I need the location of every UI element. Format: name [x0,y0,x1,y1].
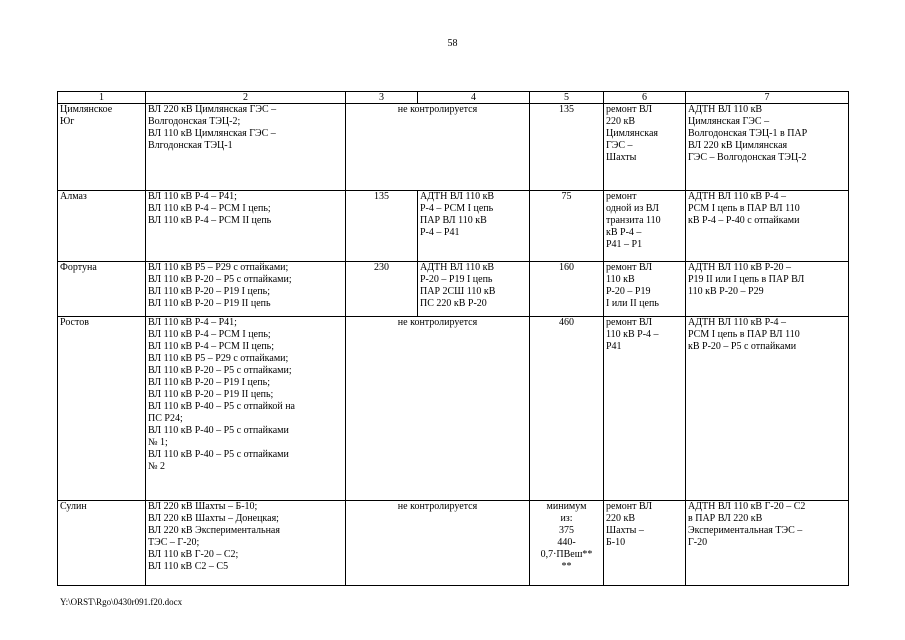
section-name: Цимлянское Юг [58,104,146,191]
limit-condition: АДТН ВЛ 110 кВ Г-20 – С2 в ПАР ВЛ 220 кВ Экспериментальная ТЭС – Г-20 [686,501,849,586]
controlled-lines: ВЛ 220 кВ Цимлянская ГЭС – Волгодонская ТЭЦ-2; ВЛ 110 кВ Цимлянская ГЭС – Влгодонская ТЭЦ-1 [146,104,346,191]
not-controlled-cell: не контролируется [346,501,530,586]
table-row [58,262,849,317]
value-cell: минимум из: 375 440- 0,7·ПВеш** ** [530,501,604,586]
limit-criterion: АДТН ВЛ 110 кВ Р-20 – Р19 I цепь ПАР 2СШ 110 кВ ПС 220 кВ Р-20 [418,262,530,317]
table-row [58,317,849,501]
column-header: 3 [346,92,418,104]
section-name: Алмаз [58,191,146,262]
controlled-lines: ВЛ 110 кВ Р-4 – Р41; ВЛ 110 кВ Р-4 – РСМ I цепь; ВЛ 110 кВ Р-4 – РСМ II цепь; ВЛ 110 кВ Р5 – Р29 с отпайками; ВЛ 110 кВ Р-20 – Р5 с отпайками; ВЛ 110 кВ Р-20 – Р19 I цепь; ВЛ 110 кВ Р-20 – Р19 II цепь; ВЛ 110 кВ Р-40 – Р5 с отпайкой на ПС Р24; ВЛ 110 кВ Р-40 – Р5 с отпайками № 1; ВЛ 110 кВ Р-40 – Р5 с отпайками № 2 [146,317,346,501]
section-name: Сулин [58,501,146,586]
not-controlled-cell: не контролируется [346,317,530,501]
section-name: Фортуна [58,262,146,317]
value-cell: 460 [530,317,604,501]
repair-scheme: ремонт ВЛ 110 кВ Р-20 – Р19 I или II цепь [604,262,686,317]
not-controlled-cell: не контролируется [346,104,530,191]
value-cell: 160 [530,262,604,317]
table-row [58,501,849,586]
repair-scheme: ремонт ВЛ 220 кВ Шахты – Б-10 [604,501,686,586]
table-row [58,104,849,191]
value-cell: 230 [346,262,418,317]
data-table [57,91,849,586]
column-header: 7 [686,92,849,104]
column-header: 2 [146,92,346,104]
column-header: 4 [418,92,530,104]
limit-condition: АДТН ВЛ 110 кВ Р-4 – РСМ I цепь в ПАР ВЛ 110 кВ Р-4 – Р-40 с отпайками [686,191,849,262]
repair-scheme: ремонт одной из ВЛ транзита 110 кВ Р-4 – Р41 – Р1 [604,191,686,262]
value-cell: 75 [530,191,604,262]
section-name: Ростов [58,317,146,501]
column-header: 6 [604,92,686,104]
column-header: 5 [530,92,604,104]
limit-criterion: АДТН ВЛ 110 кВ Р-4 – РСМ I цепь ПАР ВЛ 110 кВ Р-4 – Р41 [418,191,530,262]
table-row [58,191,849,262]
value-cell: 135 [346,191,418,262]
column-header: 1 [58,92,146,104]
limit-condition: АДТН ВЛ 110 кВ Р-4 – РСМ I цепь в ПАР ВЛ 110 кВ Р-20 – Р5 с отпайками [686,317,849,501]
controlled-lines: ВЛ 110 кВ Р5 – Р29 с отпайками; ВЛ 110 кВ Р-20 – Р5 с отпайками; ВЛ 110 кВ Р-20 – Р19 I цепь; ВЛ 110 кВ Р-20 – Р19 II цепь [146,262,346,317]
controlled-lines: ВЛ 220 кВ Шахты – Б-10; ВЛ 220 кВ Шахты – Донецкая; ВЛ 220 кВ Экспериментальная ТЭС – Г-20; ВЛ 110 кВ Г-20 – С2; ВЛ 110 кВ С2 – С5 [146,501,346,586]
repair-scheme: ремонт ВЛ 110 кВ Р-4 – Р41 [604,317,686,501]
limit-condition: АДТН ВЛ 110 кВ Цимлянская ГЭС – Волгодонская ТЭЦ-1 в ПАР ВЛ 220 кВ Цимлянская ГЭС – Волгодонская ТЭЦ-2 [686,104,849,191]
value-cell: 135 [530,104,604,191]
footer-file-path: Y:\ORST\Rgo\0430r091.f20.docx [60,597,183,607]
controlled-lines: ВЛ 110 кВ Р-4 – Р41; ВЛ 110 кВ Р-4 – РСМ I цепь; ВЛ 110 кВ Р-4 – РСМ II цепь [146,191,346,262]
repair-scheme: ремонт ВЛ 220 кВ Цимлянская ГЭС – Шахты [604,104,686,191]
page-number: 58 [447,38,458,49]
header-row [58,92,849,104]
limit-condition: АДТН ВЛ 110 кВ Р-20 – Р19 II или I цепь в ПАР ВЛ 110 кВ Р-20 – Р29 [686,262,849,317]
